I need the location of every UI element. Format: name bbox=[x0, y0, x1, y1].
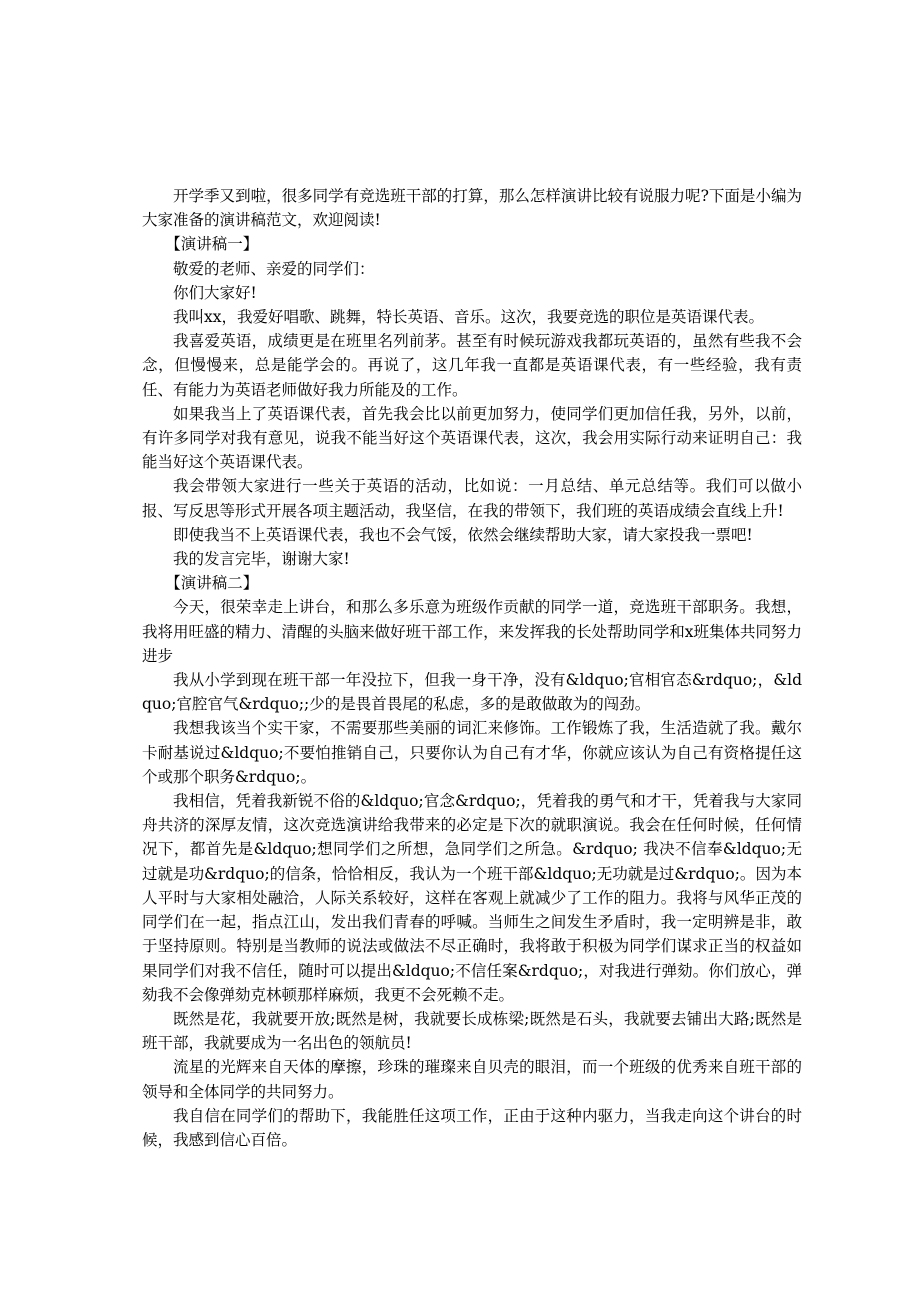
body-paragraph: 我自信在同学们的帮助下，我能胜任这项工作，正由于这种内驱力，当我走向这个讲台的时候，我感到信心百倍。 bbox=[142, 1106, 802, 1149]
body-paragraph: 我从小学到现在班干部一年没拉下，但我一身干净，没有&ldquo;官相官态&rdquo;，&ldquo;官腔官气&rdquo;;少的是畏首畏尾的私虑，多的是敢做敢为的闯劲。 bbox=[142, 671, 802, 714]
body-paragraph: 我相信，凭着我新锐不俗的&ldquo;官念&rdquo;，凭着我的勇气和才干，凭着我与大家同舟共济的深厚友情，这次竞选演讲给我带来的必定是下次的就职演说。我会在任何时候，任何情况下，都首先是&ldquo;想同学们之所想，急同学们之所急。&rdquo; 我决不信奉&ldquo;无过就是功&rdquo;的信条，恰恰相反，我认为一个班干部&ldquo;无功就是过&rdquo;。因为本人平时与大家相处融洽，人际关系较好，这样在客观上就减少了工作的阻力。我将与风华正茂的同学们在一起，指点江山，发出我们青春的呼喊。当师生之间发生矛盾时，我一定明辨是非，敢于坚持原则。特别是当教师的说法或做法不尽正确时，我将敢于积极为同学们谋求正当的权益如果同学们对我不信任，随时可以提出&ldquo;不信任案&rdquo;，对我进行弹劾。你们放心，弹劾我不会像弹劾克林顿那样麻烦，我更不会死赖不走。 bbox=[142, 792, 802, 1004]
document-body bbox=[142, 184, 802, 1152]
body-paragraph: 我叫xx，我爱好唱歌、跳舞，特长英语、音乐。这次，我要竞选的职位是英语课代表。 bbox=[173, 308, 764, 327]
salutation-paragraph: 敬爱的老师、亲爱的同学们： bbox=[173, 259, 375, 278]
body-paragraph: 既然是花，我就要开放;既然是树，我就要长成栋梁;既然是石头，我就要去铺出大路;既然是班干部，我就要成为一名出色的领航员! bbox=[142, 1009, 802, 1053]
speech-two-heading: 【演讲稿二】 bbox=[165, 574, 259, 593]
body-paragraph: 今天，很荣幸走上讲台，和那么多乐意为班级作贡献的同学一道，竞选班干部职务。我想，我将用旺盛的精力、清醒的头脑来做好班干部工作，来发挥我的长处帮助同学和x班集体共同努力进步 bbox=[142, 598, 802, 665]
body-paragraph: 流星的光辉来自天体的摩擦，珍珠的璀璨来自贝壳的眼泪，而一个班级的优秀来自班干部的领导和全体同学的共同努力。 bbox=[142, 1058, 802, 1101]
body-paragraph: 如果我当上了英语课代表，首先我会比以前更加努力，使同学们更加信任我，另外，以前，有许多同学对我有意见，说我不能当好这个英语课代表，这次，我会用实际行动来证明自己：我能当好这个英语课代表。 bbox=[142, 404, 802, 472]
intro-paragraph: 开学季又到啦，很多同学有竞选班干部的打算，那么怎样演讲比较有说服力呢?下面是小编为大家准备的演讲稿范文，欢迎阅读! bbox=[142, 187, 802, 230]
speech-one-heading: 【演讲稿一】 bbox=[165, 235, 259, 254]
body-paragraph: 我想我该当个实干家，不需要那些美丽的词汇来修饰。工作锻炼了我，生活造就了我。戴尔卡耐基说过&ldquo;不要怕推销自己，只要你认为自己有才华，你就应该认为自己有资格提任这个或那个职务&rdquo;。 bbox=[142, 719, 802, 786]
body-paragraph: 即使我当不上英语课代表，我也不会气馁，依然会继续帮助大家，请大家投我一票吧! bbox=[173, 525, 753, 544]
closing-paragraph: 我的发言完毕，谢谢大家! bbox=[173, 550, 350, 569]
body-paragraph: 我会带领大家进行一些关于英语的活动，比如说：一月总结、单元总结等。我们可以做小报、写反思等形式开展各项主题活动，我坚信，在我的带领下，我们班的英语成绩会直线上升! bbox=[142, 477, 802, 520]
greeting-paragraph: 你们大家好! bbox=[173, 283, 257, 302]
body-paragraph: 我喜爱英语，成绩更是在班里名列前茅。甚至有时候玩游戏我都玩英语的，虽然有些我不会念，但慢慢来，总是能学会的。再说了，这几年我一直都是英语课代表，有一些经验，我有责任、有能力为英语老师做好我力所能及的工作。 bbox=[142, 332, 802, 399]
